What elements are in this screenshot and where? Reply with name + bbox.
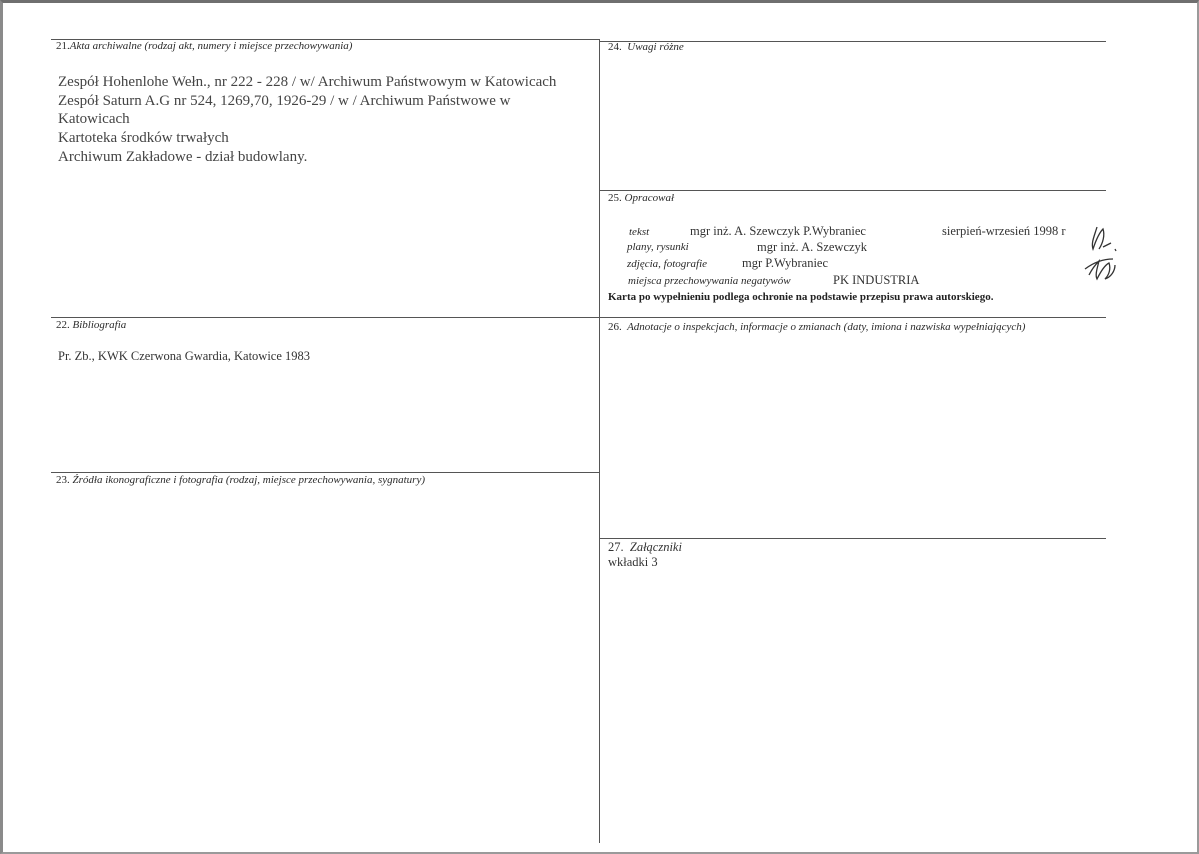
archival-record-line-3: Katowicach [58,111,130,127]
section-25-header [608,192,674,204]
negatives-location-label: miejsca przechowywania negatywów [628,275,791,287]
archival-record-line-1: Zespół Hohenlohe Wełn., nr 222 - 228 / w/ Archiwum Państwowym w Katowicach [58,74,557,90]
section-22-number: 22. [56,319,70,331]
plans-author-value: mgr inż. A. Szewczyk [757,240,868,254]
copyright-notice: Karta po wypełnieniu podlega ochronie na podstawie przepisu prawa autorskiego. [608,291,994,303]
plans-author-label: plany, rysunki [627,241,689,253]
section-23-top-rule [51,472,599,473]
section-21-number: 21. [56,40,70,52]
section-24-header [608,41,684,53]
section-25-label: Opracował [624,192,674,204]
handwritten-signature [1081,219,1121,289]
section-26-number: 26. [608,321,622,333]
column-divider [599,39,600,843]
negatives-location-value: PK INDUSTRIA [833,273,920,287]
preparation-date: sierpień-wrzesień 1998 r [942,224,1066,238]
archival-record-line-4: Kartoteka środków trwałych [58,130,229,146]
section-23-number: 23. [56,474,70,486]
section-21-header [56,40,352,52]
text-author-label: tekst [629,226,650,238]
photos-author-label: zdjęcia, fotografie [627,258,708,270]
section-24-number: 24. [608,41,622,53]
bibliography-entry: Pr. Zb., KWK Czerwona Gwardia, Katowice 1983 [58,349,311,363]
attachments-value: wkładki 3 [608,555,658,569]
archival-record-line-2: Zespół Saturn A.G nr 524, 1269,70, 1926-29 / w / Archiwum Państwowe w [58,93,511,109]
section-25-number: 25. [608,192,622,204]
section-25-top-rule [600,190,1106,191]
section-21-label: Akta archiwalne (rodzaj akt, numery i miejsce przechowywania) [69,40,353,52]
section-27-label: Załączniki [629,540,682,554]
section-27-number: 27. [608,540,624,554]
section-23-header [56,474,425,486]
archival-record-line-5: Archiwum Zakładowe - dział budowlany. [58,149,308,165]
section-26-header [608,321,1025,333]
section-27-header [608,540,682,555]
section-22-header [56,319,126,331]
section-22-label: Bibliografia [72,319,127,331]
section-24-label: Uwagi różne [627,41,684,53]
photos-author-value: mgr P.Wybraniec [742,256,829,270]
section-23-label: Źródła ikonograficzne i fotografia (rodzaj, miejsce przechowywania, sygnatury) [72,474,425,486]
section-22-26-top-rule [51,317,1106,318]
section-27-top-rule [600,538,1106,539]
section-26-label: Adnotacje o inspekcjach, informacje o zmianach (daty, imiona i nazwiska wypełniających) [627,321,1026,333]
text-author-value: mgr inż. A. Szewczyk P.Wybraniec [690,224,866,238]
